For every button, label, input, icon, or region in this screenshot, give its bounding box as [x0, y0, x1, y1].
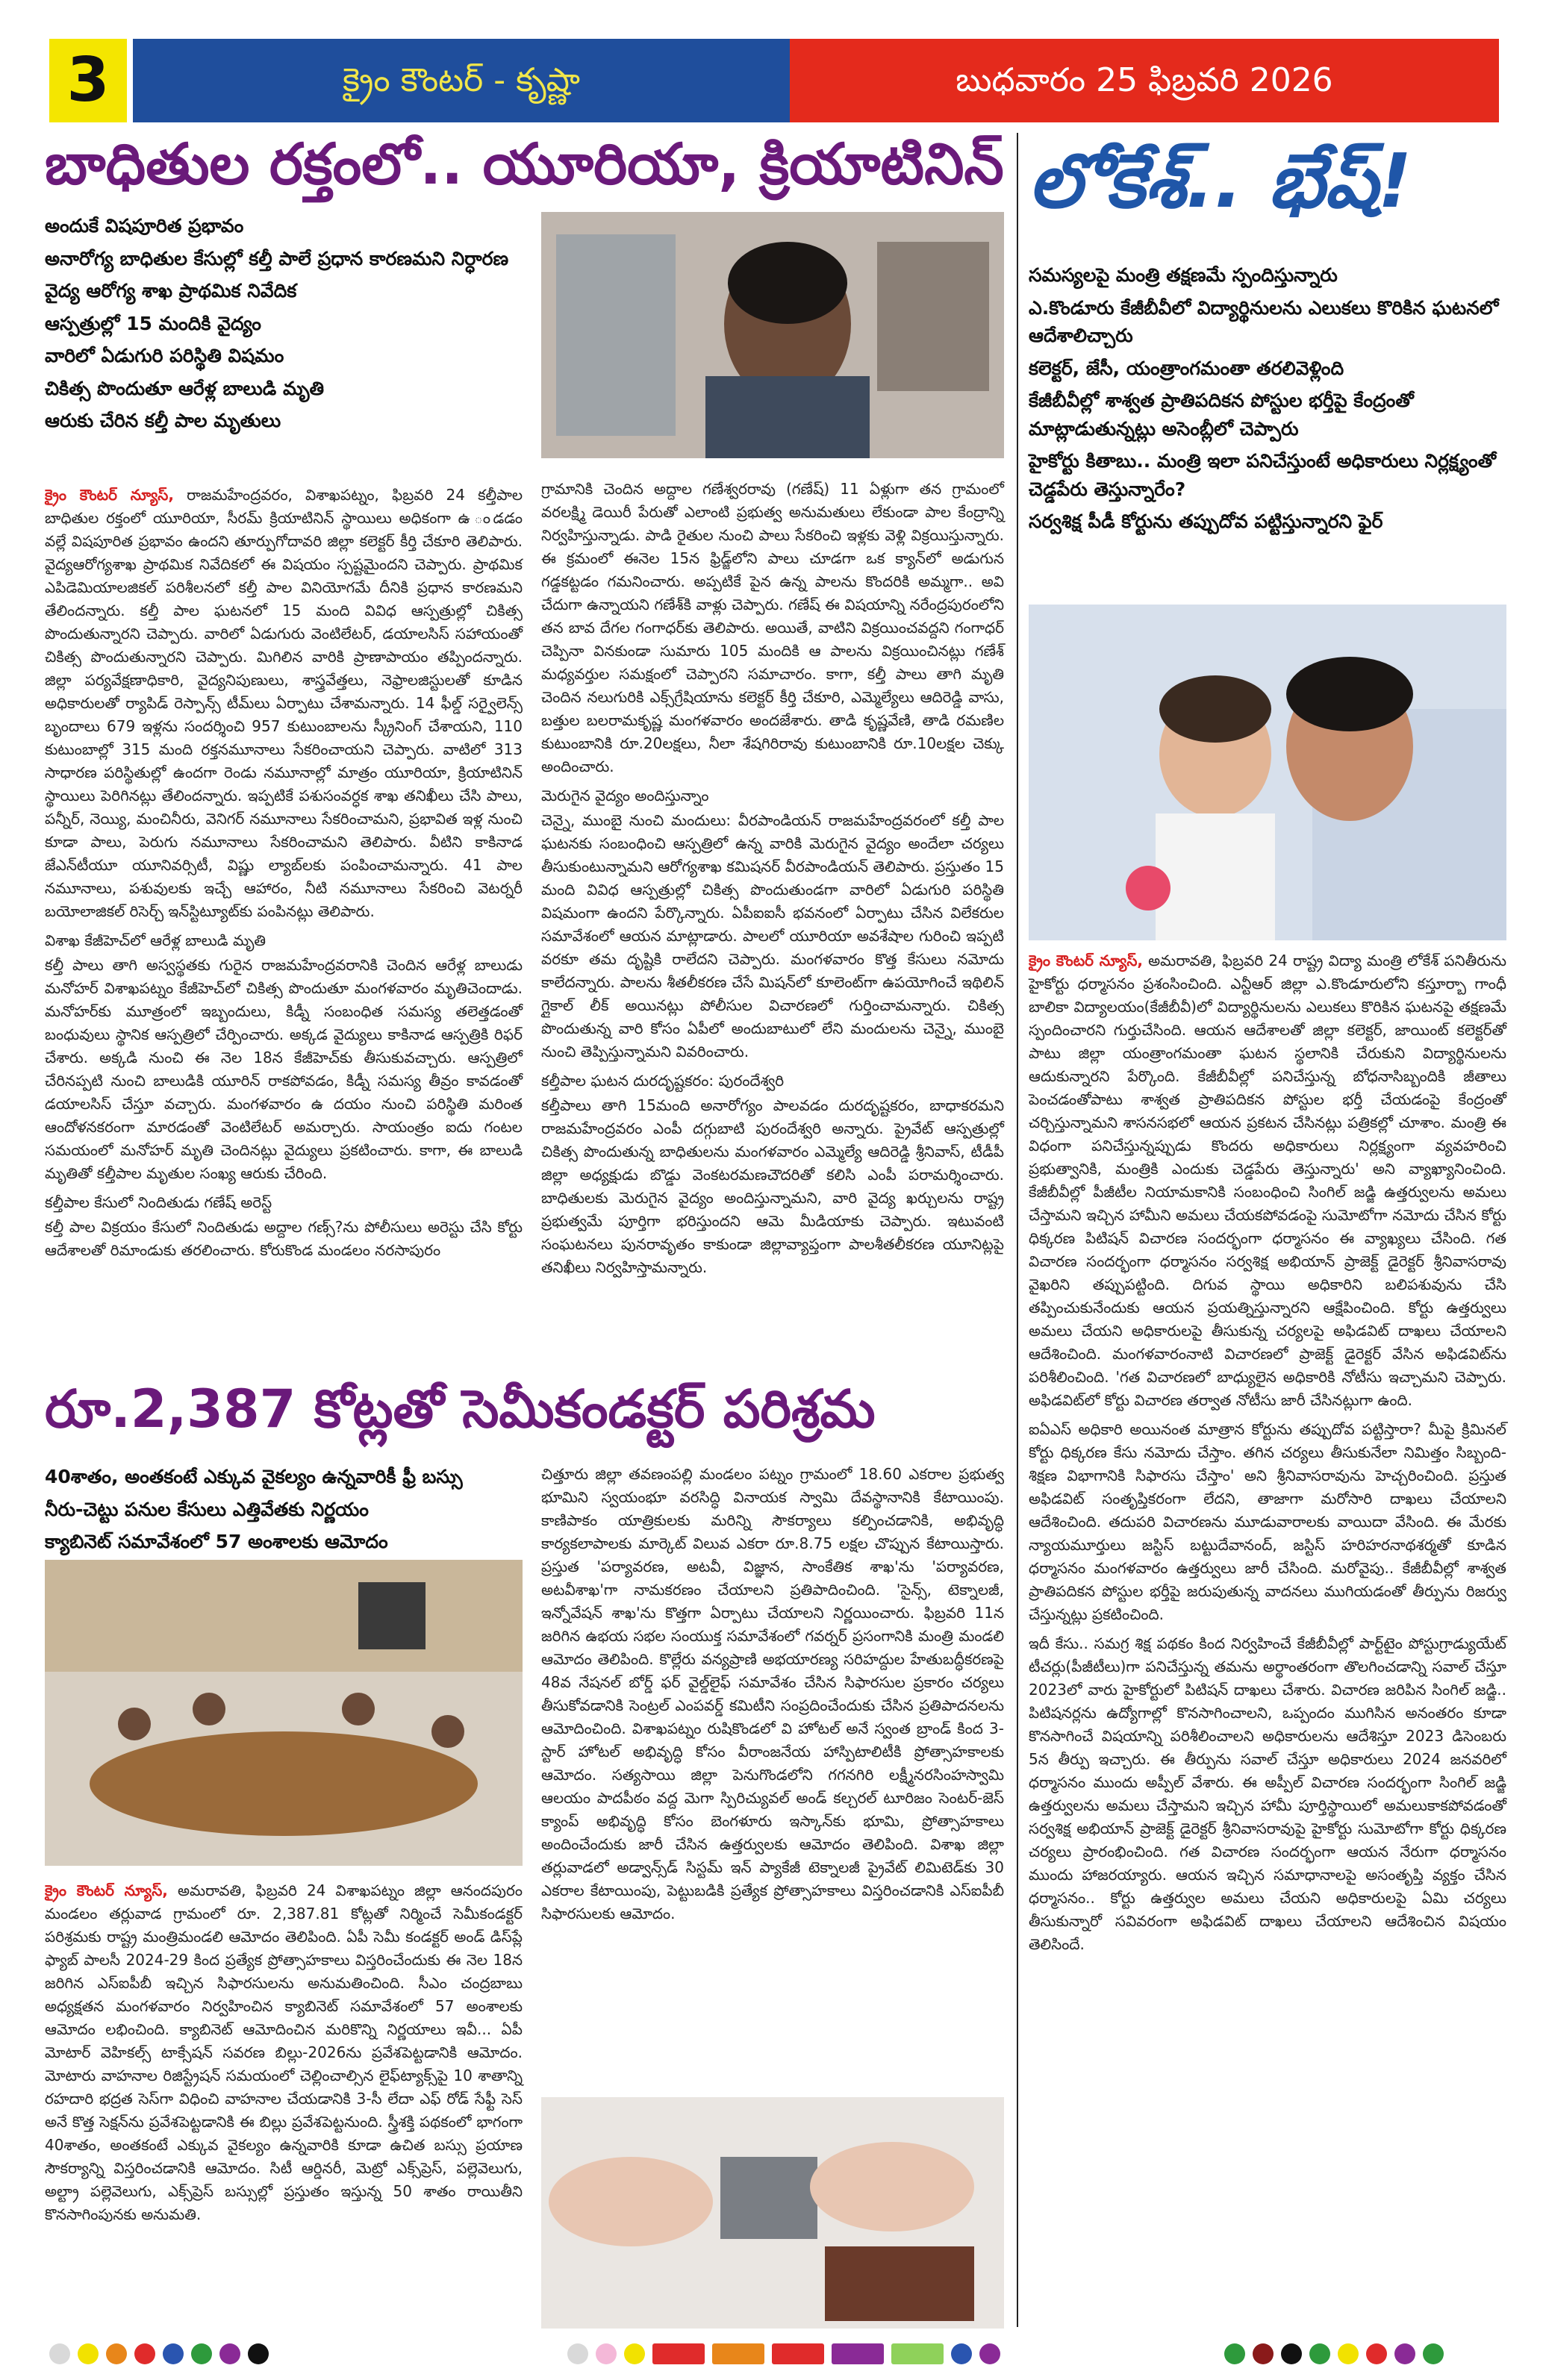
story1-body-col2b: చెన్నై, ముంబై నుంచి మందులు: వీరపాండియన్ రాజమహేంద్రవరంలో కల్తీ పాల ఘటనకు సంబంధించి ఆస్పత్రిలో ఉన్న వారికి మెరుగైన వైద్యం అందేలా చర్యలు తీసుకుంటున్నామని ఆరోగ్యశాఖ కమిషనర్ వీరపాండియన్ తెలిపారు. ప్రస్తుతం 15 మంది వివిధ ఆస్పత్రుల్లో చికిత్స పొందుతుండగా వారిలో ఏడుగురి పరిస్థితి విషమంగా ఉందని పేర్కొన్నారు. ఏపీఐఐసీ భవనంలో ఏర్పాటు చేసిన విలేకరుల సమావేశంలో ఆయన మాట్లాడారు. పాలలో యూరియా అవశేషాల గురించి ఇప్పటి వరకూ తమ దృష్టికి రాలేదని చెప్పారు. మంగళవారం కొత్త కేసులు నమోదు కాలేదన్నారు. పాలను శీతలీకరణ చేసే మిషన్‌లో కూలెంట్‌గా ఉపయోగించే ఇథిలిన్ గ్లైకాల్ లీక్ అయినట్లు పోలీసుల విచారణలో గుర్తించామన్నారు. చికిత్స పొందుతున్న వారి కోసం ఏపీలో అందుబాటులో లేని మందులను చెన్నై, ముంబై నుంచి తెప్పిస్తున్నామని వివరించారు. [541, 811, 1004, 1061]
color-registration-mark [567, 2343, 588, 2364]
story1-highlight: అందుకే విషపూరిత ప్రభావం [45, 215, 244, 237]
story1-highlight: చికిత్స పొందుతూ ఆరేళ్ల బాలుడి మృతి [45, 377, 324, 399]
story1-highlight: ఆరుకు చేరిన కల్తీ పాల మృతులు [45, 410, 281, 431]
story1-body-col1c: కల్తీ పాల విక్రయం కేసులో నిందితుడు అద్దాల గణ్స్?ను పోలీసులు అరెస్టు చేసి కోర్టు ఆదేశాలతో రిమాండుకు తరలించారు. కోరుకొండ మండలం నరసాపురం [45, 1218, 523, 1259]
story2-highlight: ఎ.కొండూరు కేజీబీవీలో విద్యార్థినులను ఎలుకలు కొరికిన ఘటనలో ఆదేశాలిచ్చారు [1029, 296, 1499, 346]
color-registration-mark [951, 2343, 972, 2364]
column-divider [1017, 133, 1018, 2327]
color-registration-mark [1338, 2343, 1359, 2364]
story3-cabinet-photo [45, 1560, 523, 1866]
color-registration-mark [1253, 2343, 1274, 2364]
color-registration-mark [1366, 2343, 1387, 2364]
story1-subhead-purandeswari: కల్తీపాల ఘటన దురదృష్టకరం: పురందేశ్వరి [541, 1072, 785, 1090]
color-registration-mark [191, 2343, 212, 2364]
header-title: క్రైం కౌంటర్ - కృష్ణా [342, 61, 581, 99]
story2-highlights [1029, 261, 1506, 540]
header-date: బుధవారం 25 ఫిబ్రవరి 2026 [956, 61, 1333, 99]
story2-highlight: సమస్యలపై మంత్రి తక్షణమే స్పందిస్తున్నారు [1029, 264, 1338, 286]
color-registration-mark [1281, 2343, 1302, 2364]
footer-color-marks-left [49, 2343, 269, 2364]
color-registration-mark [163, 2343, 184, 2364]
story1-subhead-arrest: కల్తీపాల కేసులో నిందితుడు గణేష్ అరెస్ట్ [45, 1193, 272, 1211]
story2-photo-art [1029, 605, 1506, 940]
color-registration-mark [832, 2343, 884, 2364]
color-registration-mark [712, 2343, 764, 2364]
color-registration-mark [1224, 2343, 1245, 2364]
color-registration-mark [1394, 2343, 1415, 2364]
story2-headline: లోకేశ్.. భేష్! [1029, 137, 1412, 225]
color-registration-mark [979, 2343, 1000, 2364]
story1-subhead-treatment: మెరుగైన వైద్యం అందిస్తున్నాం [541, 787, 709, 805]
story3-highlight: నీరు-చెట్టు పనుల కేసులు ఎత్తివేతకు నిర్ణయం [45, 1498, 369, 1520]
story2-highlight: హైకోర్టు కితాబు.. మంత్రి ఇలా పనిచేస్తుంటే అధికారులు నిర్లక్ష్యంతో చెడ్డపేరు తెస్తున్నారేం? [1029, 450, 1496, 500]
story3-highlight: 40శాతం, అంతకంటే ఎక్కువ వైకల్యం ఉన్నవారికీ ఫ్రీ బస్సు [45, 1466, 463, 1487]
story1-body-col1: రాజమహేంద్రవరం, విశాఖపట్నం, ఫిబ్రవరి 24 కల్తీపాల బాధితుల రక్తంలో యూరియా, సీరమ్ క్రియాటినిన్ స్థాయిలు అధికంగా ఉ ండడం వల్లే విషపూరిత ప్రభావం ఉందని తూర్పుగోదావరి జిల్లా కలెక్టర్ కీర్తి చేకూరి తెలిపారు. వైద్యఆరోగ్యశాఖ ప్రాథమిక నివేదికలో ఈ విషయం స్పష్టమైందని చెప్పారు. ప్రాథమిక ఎపిడెమియాలజికల్ పరిశీలనలో కల్తీ పాల వినియోగమే దీనికి ప్రధాన కారణమని తేలిందన్నారు. కల్తీ పాల ఘటనలో 15 మంది వివిధ ఆస్పత్రుల్లో చికిత్స పొందుతున్నారని చెప్పారు. వారిలో ఏడుగురు వెంటిలేటర్, డయాలసిస్ సహాయంతో చికిత్స పొందుతున్నారని చెప్పారు. మిగిలిన వారికి ప్రాణాపాయం తప్పిందన్నారు. జిల్లా పర్యవేక్షణాధికారి, వైద్యనిపుణులు, శాస్త్రవేత్తలు, నెఫ్రాలజిస్టులతో కూడిన అధికారులతో ర్యాపిడ్ రెస్పాన్స్ టీమ్‌లు ఏర్పాటు చేశామన్నారు. 14 ఫీల్డ్ సర్వైలెన్స్ బృందాలు 679 ఇళ్లను సందర్శించి 957 కుటుంబాలను స్క్రీనింగ్ చేశాయని, 110 కుటుంబాల్లో 315 మంది రక్తనమూనాలు సేకరించాయని చెప్పారు. వాటిలో 313 సాధారణ పరిస్థితుల్లో ఉందగా రెండు నమూనాల్లో మాత్రం యూరియా, క్రియాటినిన్ స్థాయిలు పెరిగినట్లు తేలిందన్నారు. ఇప్పటికే పశుసంవర్ధక శాఖ తనిఖీలు చేసి పాలు, పన్నీర్, నెయ్యి, మంచినీరు, వెనిగర్ నమూనాలు సేకరించామని, ప్రభావిత ఇళ్ల నుంచి కూడా పాలు, పెరుగు నమూనాలు సేకరించామని తెలిపారు. వీటిని కాకినాడ జేఎన్‌టీయూ యూనివర్సిటీ, విష్ణు ల్యాబ్‌లకు పంపించామన్నారు. 41 పాల నమూనాలు, పశువులకు ఇచ్చే ఆహారం, నీటి నమూనాలు సేకరించి వెటర్నరీ బయోలాజికల్ రిసెర్చ్ ఇన్‌స్టిట్యూట్‌కు పంపినట్లు తెలిపారు. [45, 486, 523, 920]
story1-col2 [541, 478, 1004, 1285]
story2-highlight: కలెక్టర్, జేసీ, యంత్రాంగమంతా తరలివెళ్లింది [1029, 357, 1344, 379]
story3-headline: రూ.2,387 కోట్లతో సెమీకండక్టర్ పరిశ్రమ [45, 1378, 876, 1440]
story3-dateline: క్రైం కౌంటర్ న్యూస్, [45, 1881, 168, 1899]
color-registration-mark [624, 2343, 645, 2364]
color-registration-mark [772, 2343, 824, 2364]
story1-photo-art [541, 212, 1004, 458]
story1-photo [541, 212, 1004, 458]
story1-highlights [45, 212, 523, 440]
story1-body-col1b: కల్తీ పాలు తాగి అస్వస్థతకు గురైన రాజమహేంద్రవరానికి చెందిన ఆరేళ్ల బాలుడు మనోహర్ విశాఖపట్నం కేజీహెచ్‌లో చికిత్స పొందుతూ మంగళవారం మృతిచెందాడు. మనోహర్‌కు మూత్రంలో ఇబ్బందులు, కిడ్నీ సంబంధిత సమస్య తలెత్తడంతో బంధువులు స్థానిక ఆస్పత్రిలో చేర్పించారు. అక్కడ వైద్యులు కాకినాడ ఆస్పత్రికి రిఫర్ చేశారు. అక్కడి నుంచి ఈ నెల 18న కేజీహెచ్‌కు తీసుకువచ్చారు. ఆస్పత్రిలో చేరినప్పటి నుంచి బాలుడికి యూరిన్ రాకపోవడం, కిడ్నీ సమస్య తీవ్రం కావడంతో డయాలసిస్ చేస్తూ వచ్చారు. మంగళవారం ఉ దయం నుంచి పరిస్థితి మరింత ఆందోళనకరంగా మారడంతో వెంటిలేటర్ అమర్చారు. సాయంత్రం ఐదు గంటల సమయంలో మనోహర్ మృతి చెందినట్లు వైద్యులు ప్రకటించారు. కాగా, ఈ బాలుడి మృతితో కల్తీపాల మృతుల సంఖ్య ఆరుకు చేరింది. [45, 956, 523, 1182]
color-registration-mark [1423, 2343, 1444, 2364]
story3-col1 [45, 1879, 523, 2232]
story1-highlight: వారిలో ఏడుగురి పరిస్థితి విషమం [45, 345, 284, 366]
color-registration-mark [219, 2343, 240, 2364]
story1-highlight: ఆస్పత్రుల్లో 15 మందికి వైద్యం [45, 312, 261, 334]
color-registration-mark [1309, 2343, 1330, 2364]
color-registration-mark [134, 2343, 155, 2364]
story1-highlight: వైద్య ఆరోగ్య శాఖ ప్రాథమిక నివేదిక [45, 280, 297, 302]
story1-col1 [45, 484, 523, 1268]
story2-photo [1029, 605, 1506, 940]
story2-highlight: కేజీబీవీల్లో శాశ్వత ప్రాతిపదికన పోస్టుల భర్తీపై కేంద్రంతో మాట్లాడుతున్నట్లు అసెంబ్లీలో చెప్పారు [1029, 390, 1414, 440]
story1-body-col2: గ్రామానికి చెందిన అద్దాల గణేశ్వరరావు (గణేష్) 11 ఏళ్లుగా తన గ్రామంలో వరలక్ష్మి డెయిరీ పేరుతో ఎలాంటి ప్రభుత్వ అనుమతులు లేకుండా పాల కేంద్రాన్ని నిర్వహిస్తున్నాడు. పాడి రైతుల నుంచి పాలు సేకరించి ఇళ్లకు వెళ్లి విక్రయిస్తున్నారు. ఈ క్రమంలో ఈనెల 15న ఫ్రిడ్జ్‌లోని పాలు చూడగా ఒక క్యాన్‌లో అడుగున గడ్డకట్టడం గమనించారు. అప్పటికే పైన ఉన్న పాలను కొందరికి అమ్మగా.. అవి చేదుగా ఉన్నాయని గణేశ్‌కి వాళ్లు చెప్పారు. గణేష్ ఈ విషయాన్ని నరేంద్రపురంలోని తన బావ దేగల గంగాధర్‌కు తెలిపారు. అయితే, వాటిని విక్రయించవద్దని గంగాధర్ చెప్పినా వినకుండా సుమారు 105 మందికి ఆ పాలను విక్రయించినట్లు గణేశ్ మధ్యవర్తుల సమక్షంలో చెప్పారని సమాచారం. కాగా, కల్తీ పాలు తాగి మృతి చెందిన నలుగురికి ఎక్స్‌గ్రేషియాను కలెక్టర్ కీర్తి చేకూరి, ఎమ్మెల్యేలు ఆదిరెడ్డి వాసు, బత్తుల బలరామకృష్ణ మంగళవారం అందజేశారు. తాడి కృష్ణవేణి, తాడి రమణిల కుటుంబానికి రూ.20లక్షలు, నీలా శేషగిరిరావు కుటుంబానికి రూ.10లక్షల చెక్కు అందించారు. [541, 480, 1004, 775]
color-registration-mark [596, 2343, 617, 2364]
story1-body-col2c: కల్తీపాలు తాగి 15మంది అనారోగ్యం పాలవడం దురదృష్టకరం, బాధాకరమని రాజమహేంద్రవరం ఎంపీ దగ్గుబాటి పురందేశ్వరి అన్నారు. ప్రైవేట్ ఆస్పత్రుల్లో చికిత్స పొందుతున్న బాధితులను మంగళవారం ఎమ్మెల్యే ఆదిరెడ్డి శ్రీనివాస్, టీడీపీ జిల్లా అధ్యక్షుడు బొడ్డు వెంకటరమణచౌదరితో కలిసి ఎంపీ పరామర్శించారు. బాధితులకు మెరుగైన వైద్యం అందిస్తున్నామని, వారి వైద్య ఖర్చులను రాష్ట్ర ప్రభుత్వమే పూర్తిగా భరిస్తుందని ఆమె మీడియాకు చెప్పారు. ఇటువంటి సంఘటనలు పునరావృతం కాకుండా జిల్లావ్యాప్తంగా పాలశీతలీకరణ యూనిట్లపై తనిఖీలు నిర్వహిస్తామన్నారు. [541, 1096, 1004, 1276]
story2-body-part3: ఇదీ కేసు.. సమగ్ర శిక్ష పథకం కింద నిర్వహించే కేజీబీవీల్లో పార్ట్‌టైం పోస్టుగ్రాడ్యుయేట్ టీచర్లు(పీజీటీలు)గా పనిచేస్తున్న తమను అర్థాంతరంగా తొలగించడాన్ని సవాల్ చేస్తూ 2023లో వారు హైకోర్టులో పిటిషన్ దాఖలు చేశారు. విచారణ జరిపిన సింగిల్ జడ్జి.. పిటిషనర్లను ఉద్యోగాల్లో కొనసాగించాలని, ఒప్పందం ముగిసిన అనంతరం కూడా కొనసాగించే విషయాన్ని పరిశీలించాలని అధికారులను ఆదేశిస్తూ 2023 డిసెంబరు 5న తీర్పు ఇచ్చారు. ఈ తీర్పును సవాల్ చేస్తూ అధికారులు 2024 జనవరిలో ధర్మాసనం ముందు అప్పీల్ వేశారు. ఈ అప్పీల్ విచారణ సందర్భంగా సింగిల్ జడ్జి ఉత్తర్వులను అమలు చేస్తామని ఇచ్చిన హామీ పూర్తిస్థాయిలో అమలుకాకపోవడంతో సర్వశిక్ష అభియాన్ ప్రాజెక్ట్ డైరెక్టర్ శ్రీనివాసరావుపై హైకోర్టు సుమోటోగా కోర్టు ధిక్కరణ చర్యలు ప్రారంభించింది. గత విచారణ సందర్భంగా ఆయన నేరుగా ధర్మాసనం ముందు హాజరయ్యారు. ఆయన ఇచ్చిన సమాధానాలపై అసంతృప్తి వ్యక్తం చేసిన ధర్మాసనం.. కోర్టు ఉత్తర్వుల అమలు చేయని అధికారులపై ఏమి చర్యలు తీసుకున్నారో సవివరంగా అఫిడవిట్ దాఖలు చేయాలని ఆదేశించిన విషయం తెలిసిందే. [1029, 1634, 1506, 1953]
color-registration-mark [891, 2343, 944, 2364]
story2-body: అమరావతి, ఫిబ్రవరి 24 రాష్ట్ర విద్యా మంత్రి లోకేశ్ పనితీరును హైకోర్టు ధర్మాసనం ప్రశంసించింది. ఎన్టీఆర్ జిల్లా ఎ.కొండూరులోని కస్తూర్బా గాంధీ బాలికా విద్యాలయం(కేజీబీవీ)లో విద్యార్థినులను ఎలుకలు కొరికిన ఘటనపై తక్షణమే స్పందించారని గుర్తుచేసింది. ఆయన ఆదేశాలతో జిల్లా కలెక్టర్, జాయింట్ కలెక్టర్‌తో పాటు జిల్లా యంత్రాంగమంతా ఘటన స్థలానికి చేరుకుని విద్యార్థినులను ఆదుకున్నారని పేర్కొంది. కేజీబీవీల్లో పనిచేస్తున్న బోధనాసిబ్బందికి జీతాలు పెంచడంతోపాటు శాశ్వత ప్రాతిపదికన పోస్టుల భర్తీ చేయడంపై కేంద్రంతో చర్చిస్తున్నామని శాసనసభలో ఆయన ప్రకటన చేసినట్లు పత్రికల్లో చూశాం. మంత్రి ఈ విధంగా పనిచేస్తున్నప్పుడు కొందరు అధికారులు నిర్లక్ష్యంగా వ్యవహరించి ప్రభుత్వానికి, మంత్రికి ఎందుకు చెడ్డపేరు తెస్తున్నారు' అని వ్యాఖ్యానించింది. కేజీబీవీల్లో పీజీటీల నియామకానికి సంబంధించి సింగిల్ జడ్జి ఉత్తర్వులను అమలు చేస్తామని ఇచ్చిన హామీని అమలు చేయకపోవడంపై సుమోటోగా నమోదు చేసిన కోర్టు ధిక్కరణ పిటిషన్ విచారణ సందర్భంగా ధర్మాసనం ఈ వ్యాఖ్యలు చేసింది. గత విచారణ సందర్భంగా ధర్మాసనం సర్వశిక్ష అభియాన్ ప్రాజెక్ట్ డైరెక్టర్ శ్రీనివాసరావు వైఖరిని తప్పుపట్టింది. దిగువ స్థాయి అధికారిని బలిపశువును చేసి తప్పించుకునేందుకు ఆయన ప్రయత్నిస్తున్నారని ఆక్షేపించింది. కోర్టు ఉత్తర్వులు అమలు చేయని అధికారులపై తీసుకున్న చర్యలపై అఫిడవిట్ దాఖలు చేయాలని ఆదేశించింది. మంగళవారంనాటి విచారణలో ప్రాజెక్ట్ డైరెక్టర్ వేసిన అఫిడవిట్‌ను పరిశీలించింది. 'గత విచారణలో బాధ్యులైన అధికారికి నోటీసు ఇచ్చామని చెప్పారు. అఫిడవిట్‌లో కోర్టు విచారణ తర్వాత నోటీసు జారీ చేసినట్లుగా ఉంది. [1029, 952, 1507, 1409]
story3-cabinet-photo-art [45, 1560, 523, 1866]
story2-body-column [1029, 949, 1506, 1962]
color-registration-mark [78, 2343, 99, 2364]
story1-dateline: క్రైం కౌంటర్ న్యూస్, [45, 486, 174, 504]
story2-highlight: సర్వశిక్ష పీడీ కోర్టును తప్పుదోవ పట్టిస్తున్నారని ఫైర్ [1029, 510, 1383, 532]
story1-headline: బాధితుల రక్తంలో.. యూరియా, క్రియాటినిన్ [45, 131, 1004, 197]
story3-body-col1: అమరావతి, ఫిబ్రవరి 24 విశాఖపట్నం జిల్లా ఆనందపురం మండలం తర్లువాడ గ్రామంలో రూ. 2,387.81 కోట్లతో నిర్మించే సెమీకండక్టర్ పరిశ్రమకు రాష్ట్ర మంత్రిమండలి ఆమోదం తెలిపింది. ఏపీ సెమీ కండక్టర్ అండ్ డిస్‌ప్లే ఫ్యాబ్ పాలసీ 2024-29 కింద ప్రత్యేక ప్రోత్సాహకాలు విస్తరించేందుకు ఈ నెల 18న జరిగిన ఎస్ఐపీబీ ఇచ్చిన సిఫారసులను అనుమతించింది. సీఎం చంద్రబాబు అధ్యక్షతన మంగళవారం నిర్వహించిన క్యాబినెట్ సమావేశంలో 57 అంశాలకు ఆమోదం లభించింది. క్యాబినెట్ ఆమోదించిన మరికొన్ని నిర్ణయాలు ఇవీ... ఏపీ మోటార్ వెహికల్స్ టాక్సేషన్ సవరణ బిల్లు-2026ను ప్రవేశపెట్టడానికి ఆమోదం. మోటారు వాహనాల రిజిస్ట్రేషన్ సమయంలో చెల్లించాల్సిన లైఫ్‌ట్యాక్స్‌పై 10 శాతాన్ని రహదారి భద్రత సెస్‌గా విధించి వాహనాల చేయడానికి 3-సీ లేదా ఎఫ్ రోడ్ సేఫ్టీ సెస్ అనే కొత్త సెక్షన్‌ను ప్రవేశపెట్టడానికి ఈ బిల్లు ప్రవేశపెట్టనుంది. స్త్రీశక్తి పథకంలో భాగంగా 40శాతం, అంతకంటే ఎక్కువ వైకల్యం ఉన్నవారికి కూడా ఉచిత బస్సు ప్రయాణ సౌకర్యాన్ని విస్తరించడానికి ఆమోదం. సిటీ ఆర్డినరీ, మెట్రో ఎక్స్‌ప్రెస్, పల్లెవెలుగు, అల్ట్రా పల్లెవెలుగు, ఎక్స్‌ప్రెస్ బస్సుల్లో ప్రస్తుతం ఇస్తున్న 50 శాతం రాయితీని కొనసాగింపునకు అనుమతి. [45, 1881, 523, 2223]
footer-color-marks-right [1224, 2343, 1444, 2364]
story3-chip-photo-art [541, 2097, 1004, 2329]
story2-dateline: క్రైం కౌంటర్ న్యూస్, [1029, 952, 1143, 969]
color-registration-mark [652, 2343, 705, 2364]
footer-color-marks-middle [567, 2343, 1000, 2364]
story3-highlight: క్యాబినెట్ సమావేశంలో 57 అంశాలకు ఆమోదం [45, 1531, 388, 1552]
story1-highlight: అనారోగ్య బాధితుల కేసుల్లో కల్తీ పాలే ప్రధాన కారణమని నిర్ధారణ [45, 247, 509, 269]
color-registration-mark [49, 2343, 70, 2364]
story3-highlights [45, 1463, 523, 1561]
story2-body-part2: ఐఏఎస్ అధికారి అయినంత మాత్రాన కోర్టును తప్పుదోవ పట్టిస్తారా? మీపై క్రిమినల్ కోర్టు ధిక్కరణ కేసు నమోదు చేస్తాం. తగిన చర్యలు తీసుకునేలా నిమిత్తం సిబ్బంది-శిక్షణ విభాగానికి సిఫారసు చేస్తాం' అని శ్రీనివాసరావును హెచ్చరించింది. ప్రస్తుత అఫిడవిట్ సంతృప్తికరంగా లేదని, తాజాగా మరోసారి దాఖలు చేయాలని ఆదేశించింది. తదుపరి విచారణను మూడువారాలకు వాయిదా వేసింది. ఈ మేరకు న్యాయమూర్తులు జస్టిస్ బట్టుదేవానంద్, జస్టిస్ హరిహరనాథశర్మతో కూడిన ధర్మాసనం మంగళవారం ఉత్తర్వులు జారీ చేసింది. మరోవైపు.. కేజీబీవీల్లో శాశ్వత ప్రాతిపదికన పోస్టుల భర్తీపై జరుపుతున్న వాదనలు ముగియడంతో తీర్పును రిజర్వు చేస్తున్నట్లు ప్రకటించింది. [1029, 1420, 1506, 1623]
color-registration-mark [248, 2343, 269, 2364]
color-registration-mark [106, 2343, 127, 2364]
story3-chip-photo [541, 2097, 1004, 2329]
page-number: 3 [66, 45, 110, 116]
story3-body-col2: చిత్తూరు జిల్లా తవణంపల్లి మండలం పట్నం గ్రామంలో 18.60 ఎకరాల ప్రభుత్వ భూమిని స్వయంభూ వరసిద్ధి వినాయక స్వామి దేవస్థానానికి కేటాయింపు. కాణిపాకం యాత్రికులకు మరిన్ని సౌకర్యాలు కల్పించడానికి, అభివృద్ధి కార్యకలాపాలకు మార్కెట్ విలువ ఎకరా రూ.8.75 లక్షల చొప్పున కేటాయిస్తారు. ప్రస్తుత 'పర్యావరణ, అటవీ, విజ్ఞాన, సాంకేతిక శాఖ'ను 'పర్యావరణ, అటవీశాఖ'గా నామకరణం చేయాలని ప్రతిపాదించింది. 'సైన్స్, టెక్నాలజీ, ఇన్నోవేషన్ శాఖ'ను కొత్తగా ఏర్పాటు చేయాలని నిర్ణయించారు. ఫిబ్రవరి 11న జరిగిన ఉభయ సభల సంయుక్త సమావేశంలో గవర్నర్ ప్రసంగానికి మంత్రి మండలి ఆమోదం తెలిపింది. కొల్లేరు వన్యప్రాణి అభయారణ్య సరిహద్దుల హేతుబద్ధీకరణపై 48వ నేషనల్ బోర్డ్ ఫర్ వైల్డ్‌లైఫ్ సమావేశం చేసిన సిఫారసుల ప్రకారం చర్యలు తీసుకోవడానికి సెంట్రల్ ఎంపవర్డ్ కమిటీని సంప్రదించేందుకు చేసిన ప్రతిపాదనలను ఆమోదించింది. విశాఖపట్నం రుషికొండలో వి హోటల్ అనే స్వంత బ్రాండ్ కింద 3-స్టార్ హోటల్ అభివృద్ధి కోసం వీరాంజనేయ హాస్పిటాలిటీకి ప్రోత్సాహకాలకు ఆమోదం. సత్యసాయి జిల్లా పెనుగొండలోని గగనగిరి లక్ష్మీనరసింహస్వామి ఆలయం పాదపీఠం వద్ద మెగా స్పిరిచ్యువల్ అండ్ కల్చరల్ టూరిజం సెంటర్-జెస్ క్యాంప్ అభివృద్ధి కోసం బెంగళూరు ఇస్కాన్‌కు భూమి, ప్రోత్సాహకాలు అందించేందుకు జారీ చేసిన ఉత్తర్వులకు ఆమోదం తెలిపింది. విశాఖ జిల్లా తర్లువాడలో అడ్వాన్స్‌డ్ సిస్టమ్ ఇన్ ప్యాకేజీ టెక్నాలజీ ప్రైవేట్ లిమిటెడ్‌కు 30 ఎకరాల కేటాయింపు, పెట్టుబడికి ప్రత్యేక ప్రోత్సాహకాలు విస్తరించడానికి ఎస్ఐపీబీ సిఫారసులకు ఆమోదం. [541, 1465, 1004, 1923]
story3-col2 [541, 1463, 1004, 1931]
story1-subhead-kgh: విశాఖ కేజీహెచ్‌లో ఆరేళ్ల బాలుడి మృతి [45, 931, 266, 949]
